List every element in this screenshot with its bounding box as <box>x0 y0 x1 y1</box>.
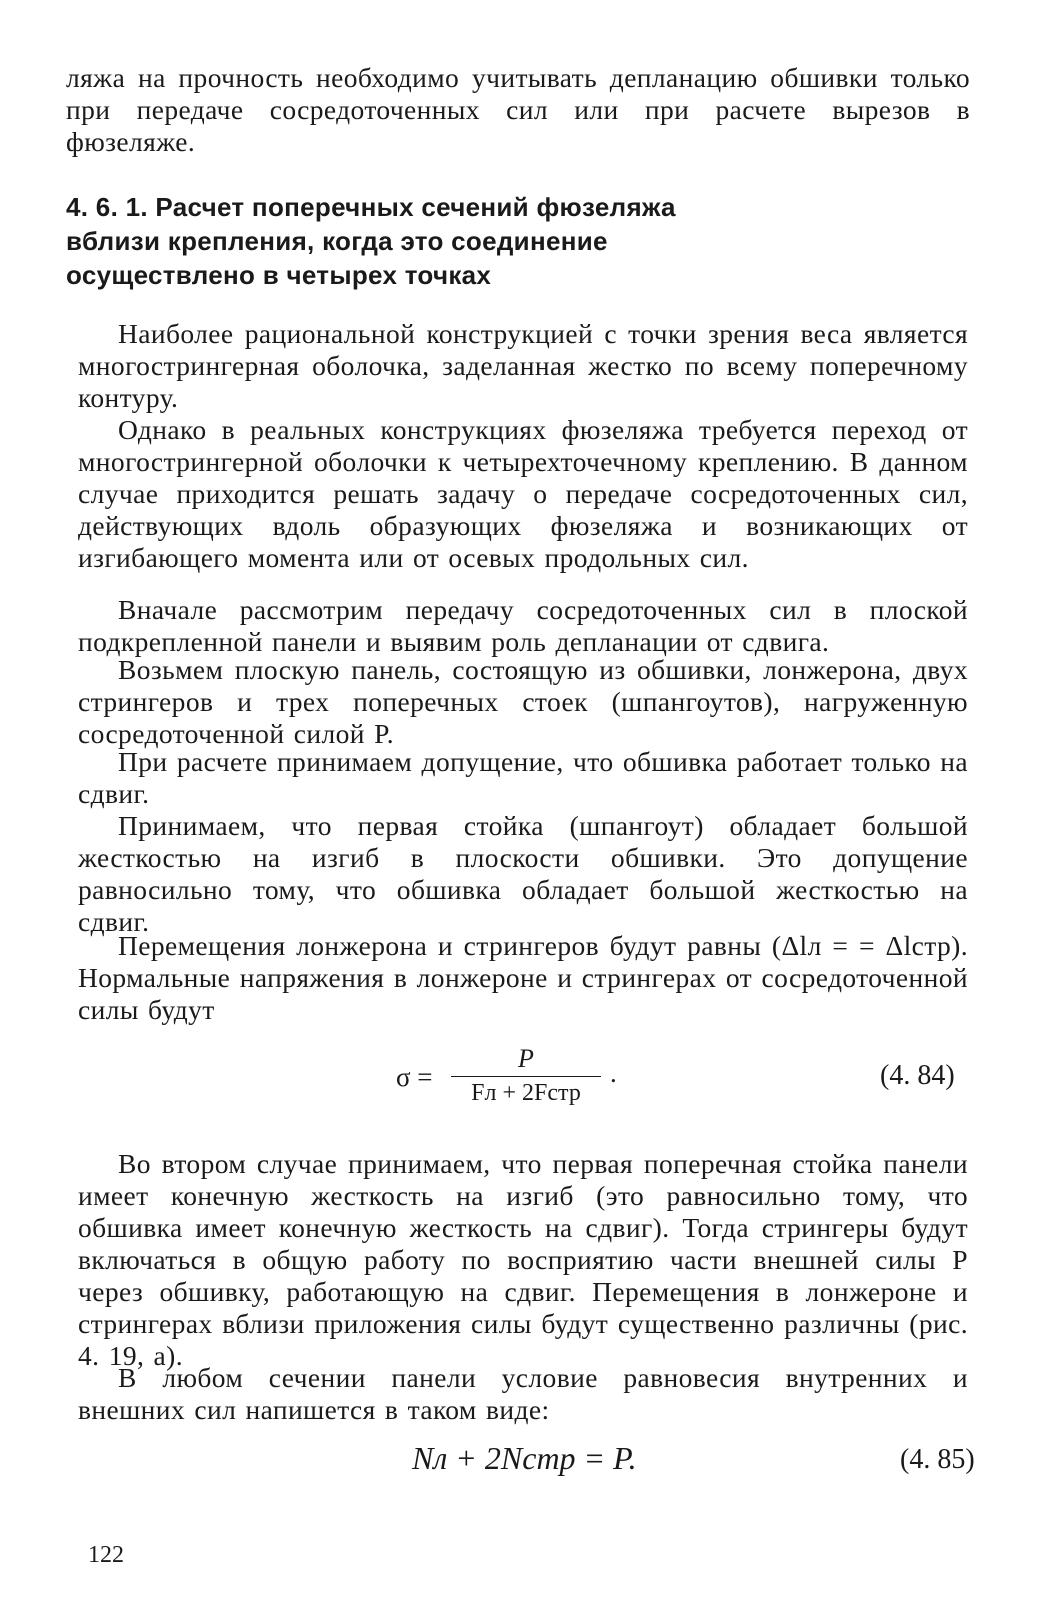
paragraph: Однако в реальных конструкциях фюзеляжа требуется переход от многострингерной оболочки к четырехточечному креплению. В данном случае приходится решать задачу о передаче сосредоточенных сил, действующих вдоль образующих фюзеляжа и возникающих от изгибающего момента или от осевых продольных сил. <box>78 414 968 573</box>
page-number: 122 <box>88 1542 124 1568</box>
fraction-denominator: Fл + 2Fстр <box>471 1080 581 1106</box>
paragraph: Принимаем, что первая стойка (шпангоут) обладает большой жесткостью на изгиб в плоскости обшивки. Это допущение равносильно тому, что обшивка обладает большой жесткостью на сдвиг. <box>78 810 968 937</box>
fraction-bar <box>451 1076 601 1077</box>
equation-number: (4. 85) <box>900 1444 975 1475</box>
paragraph: При расчете принимаем допущение, что обшивка работает только на сдвиг. <box>78 746 968 809</box>
formula-4-85: Nл + 2Nстр = P. <box>412 1440 637 1476</box>
paragraph: Вначале рассмотрим передачу сосредоточенных сил в плоской подкрепленной панели и выявим роль депланации от сдвига. <box>78 594 968 657</box>
fraction <box>451 1044 601 1107</box>
section-heading: 4. 6. 1. Расчет поперечных сечений фюзеляжа вблизи крепления, когда это соединение осуществлено в четырех точках <box>66 192 676 290</box>
paragraph-continuation: ляжа на прочность необходимо учитывать депланацию обшивки только при передаче сосредоточенных сил или при расчете вырезов в фюзеляже. <box>66 62 970 157</box>
paragraph: В любом сечении панели условие равновесия внутренних и внешних сил напишется в таком виде: <box>78 1362 968 1425</box>
paragraph: Возьмем плоскую панель, состоящую из обшивки, лонжерона, двух стрингеров и трех поперечных стоек (шпангоутов), нагруженную сосредоточенной силой P. <box>78 654 968 749</box>
paragraph: Во втором случае принимаем, что первая поперечная стойка панели имеет конечную жесткость на изгиб (это равносильно тому, что обшивка имеет конечную жесткость на сдвиг). Тогда стрингеры будут включаться в общую работу по восприятию части внешней силы P через обшивку, работающую на сдвиг. Перемещения в лонжероне и стрингерах вблизи приложения силы будут существенно различны (рис. 4. 19, a). <box>78 1148 968 1371</box>
paragraph: Перемещения лонжерона и стрингеров будут равны (Δlл = = Δlстр). Нормальные напряжения в лонжероне и стрингерах от сосредоточенной силы будут <box>78 930 968 1025</box>
formula-lhs: σ = <box>396 1062 433 1092</box>
formula-period: . <box>610 1058 617 1088</box>
paragraph: Наиболее рациональной конструкцией с точки зрения веса является многострингерная оболочка, заделанная жестко по всему поперечному контуру. <box>78 318 968 413</box>
fraction-numerator: P <box>518 1044 534 1073</box>
equation-number: (4. 84) <box>880 1060 955 1091</box>
